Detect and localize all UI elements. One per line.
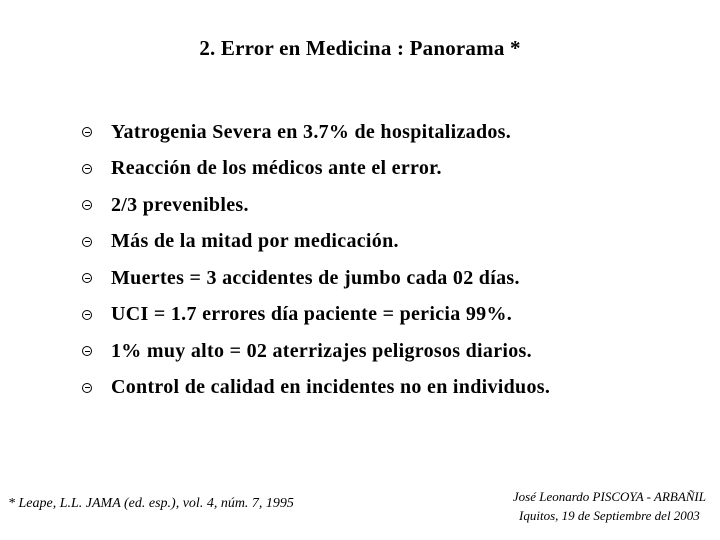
circle-bullet-icon (82, 346, 92, 356)
circle-bullet-icon (82, 237, 92, 247)
bullet-text: Más de la mitad por medicación. (111, 230, 399, 253)
footnote-reference: * Leape, L.L. JAMA (ed. esp.), vol. 4, núm. 7, 1995 (8, 496, 294, 511)
circle-bullet-icon (82, 164, 92, 174)
author-block (513, 487, 706, 525)
bullet-text: 1% muy alto = 02 aterrizajes peligrosos diarios. (111, 339, 532, 362)
slide-title: 2. Error en Medicina : Panorama * (199, 36, 521, 60)
bullet-text: Control de calidad en incidentes no en individuos. (111, 376, 551, 399)
bullet-text: 2/3 prevenibles. (111, 193, 249, 216)
bullet-item (78, 260, 550, 297)
circle-bullet-icon (82, 200, 92, 210)
bullet-text: Yatrogenia Severa en 3.7% de hospitalizados. (111, 120, 512, 143)
circle-bullet-icon (82, 310, 92, 320)
bullet-item (78, 370, 550, 407)
bullet-item (78, 224, 550, 261)
bullet-item (78, 333, 550, 370)
bullet-item (78, 114, 550, 151)
bullet-text: Muertes = 3 accidentes de jumbo cada 02 días. (111, 266, 520, 289)
circle-bullet-icon (82, 273, 92, 283)
author-name: José Leonardo PISCOYA - ARBAÑIL (512, 489, 706, 504)
bullet-text: UCI = 1.7 errores día paciente = pericia 99%. (111, 303, 513, 326)
bullet-item (78, 297, 550, 334)
bullet-item (78, 187, 550, 224)
bullet-text: Reacción de los médicos ante el error. (111, 157, 442, 180)
place-date: Iquitos, 19 de Septiembre del 2003 (519, 508, 700, 523)
circle-bullet-icon (82, 127, 92, 137)
bullet-list (78, 114, 550, 406)
circle-bullet-icon (82, 383, 92, 393)
bullet-item (78, 151, 550, 188)
